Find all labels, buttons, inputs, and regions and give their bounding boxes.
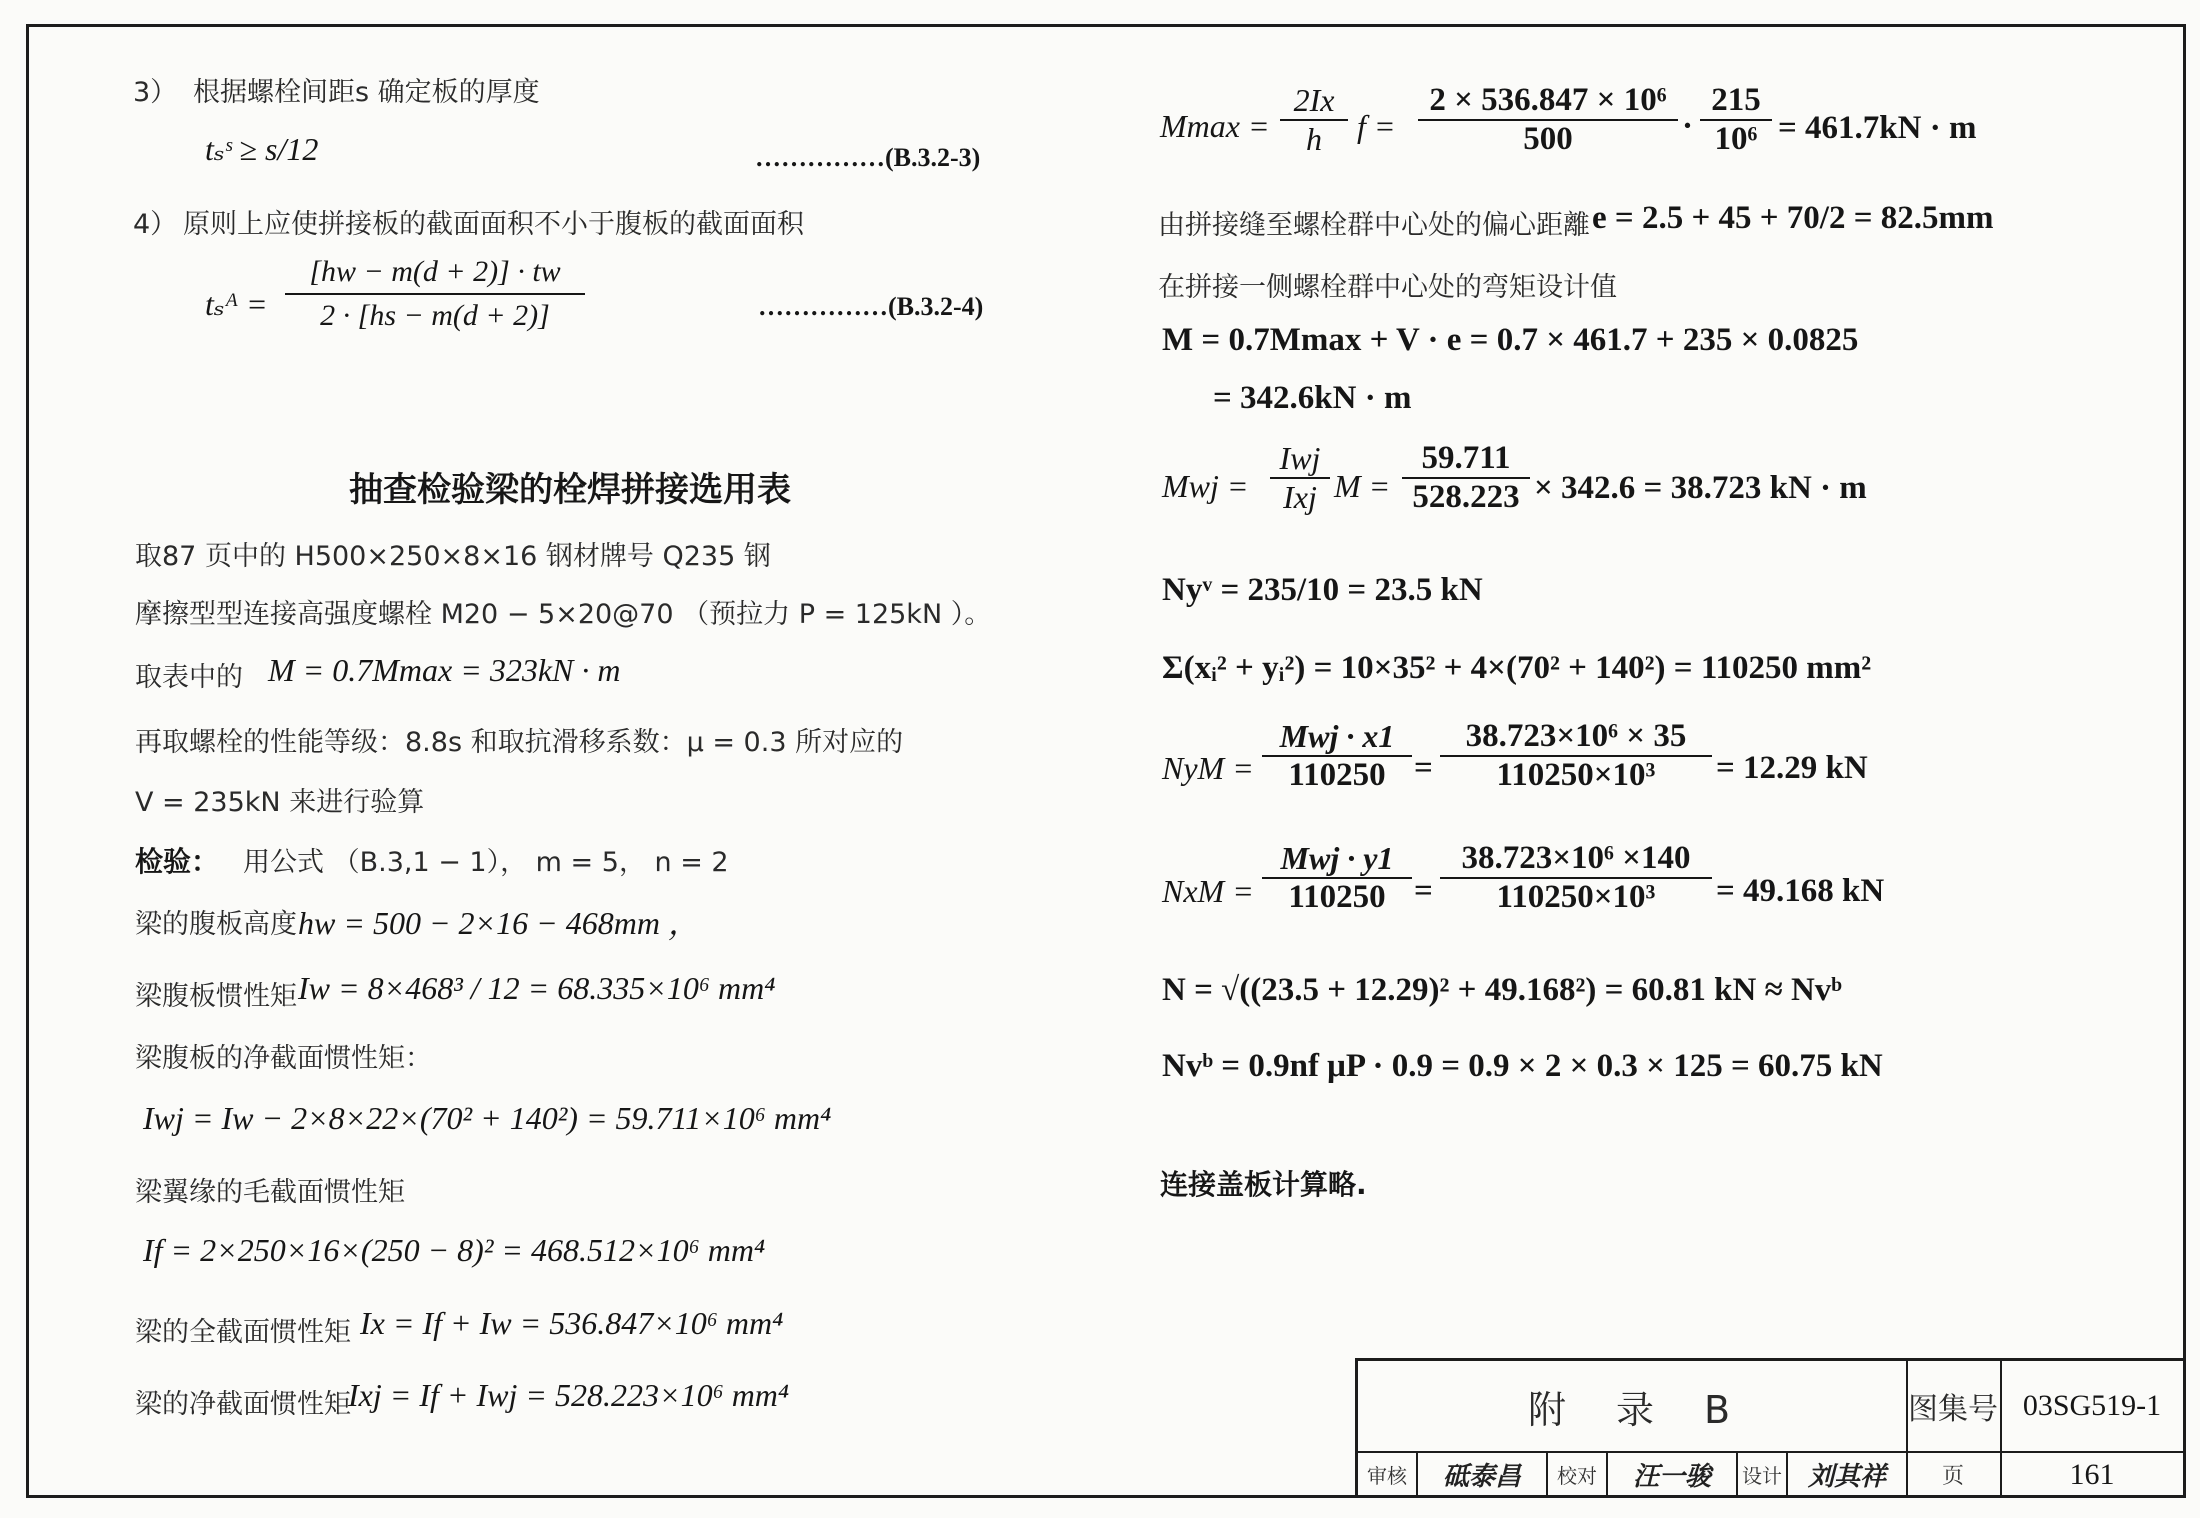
moment-formula: M = 0.7Mmax + V · e = 0.7 × 461.7 + 235 × 0.0825 — [1162, 322, 1859, 358]
mmax-frac3-num: 215 — [1700, 82, 1772, 121]
section-title: 抽查检验梁的栓焊拼接选用表 — [349, 470, 791, 510]
tb-atlas-label-cell — [1906, 1361, 2000, 1451]
tb-page-no: 161 — [2069, 1457, 2115, 1491]
para-12-formula: If = 2×250×16×(250 − 8)² = 468.512×10⁶ mm⁴ — [143, 1232, 766, 1268]
tb-check-label-cell — [1548, 1451, 1608, 1498]
mwj-frac2-den: 528.223 — [1412, 479, 1520, 515]
moment-design-text: 在拼接一侧螺栓群中心处的弯矩设计值 — [1158, 272, 1617, 303]
para-11-label: 梁翼缘的毛截面惯性矩 — [135, 1177, 405, 1208]
para-14-label: 梁的净截面惯性矩 — [135, 1389, 351, 1420]
tb-atlas-no: 03SG519-1 — [2022, 1389, 2162, 1422]
nym-result: = 12.29 kN — [1716, 750, 1868, 786]
eccentricity-text: 由拼接缝至螺栓群中心处的偏心距離 — [1158, 210, 1590, 241]
mmax-frac1 — [1280, 82, 1348, 158]
tb-review-signature: 砥泰昌 — [1442, 1462, 1521, 1492]
mmax-frac1-num: 2Ix — [1280, 82, 1348, 121]
mmax-frac1-den: h — [1306, 121, 1322, 157]
para-7-formula: hw = 500 − 2×16 − 468mm ， — [298, 905, 700, 941]
mmax-result: = 461.7kN · m — [1778, 110, 1977, 146]
formula-b324-num: [hw − m(d + 2)] · tw — [285, 255, 585, 295]
mmax-frac3-den: 10⁶ — [1714, 121, 1758, 157]
item-4-num: 4） — [133, 209, 178, 240]
mwj-mid: M = — [1334, 468, 1391, 504]
tb-check-sig-cell — [1608, 1451, 1738, 1498]
para-6-text: 用公式 （B.3,1 − 1）， m = 5， n = 2 — [243, 847, 729, 878]
tb-atlas-label: 图集号 — [1908, 1392, 1998, 1427]
para-13-label: 梁的全截面惯性矩 — [135, 1317, 351, 1348]
tb-review-sig-cell — [1418, 1451, 1548, 1498]
mwj-frac1-num: Iwj — [1270, 440, 1330, 479]
para-5: V = 235kN 来进行验算 — [135, 787, 425, 818]
title-block — [1355, 1358, 2184, 1498]
formula-b323: tₛˢ ≥ s/12 — [205, 131, 319, 167]
para-4: 再取螺栓的性能等级：8.8s 和取抗滑移系数：μ = 0.3 所对应的 — [135, 727, 904, 758]
nxm-frac2-den: 110250×10³ — [1496, 879, 1656, 915]
para-6-label: 检验： — [135, 845, 220, 878]
formula-b324-fraction — [285, 255, 585, 333]
mmax-mid: f = — [1357, 108, 1396, 144]
mwj-frac2-num: 59.711 — [1402, 440, 1530, 479]
tb-design-label-cell — [1738, 1451, 1788, 1498]
nxm-frac1-num: Mwj · y1 — [1262, 840, 1412, 879]
nxm-frac2-num: 38.723×10⁶ ×140 — [1440, 840, 1712, 879]
formula-b324-lhs: tₛᴬ = — [205, 286, 268, 322]
mmax-frac3 — [1700, 82, 1772, 158]
nym-frac1 — [1262, 718, 1412, 794]
nym-frac1-num: Mwj · x1 — [1262, 718, 1412, 757]
para-2: 摩擦型型连接高强度螺栓 M20 − 5×20@70 （预拉力 P = 125kN ）。 — [135, 599, 992, 630]
nym-frac1-den: 110250 — [1288, 757, 1386, 793]
item-4-text: 原则上应使拼接板的截面面积不小于腹板的截面面积 — [183, 209, 804, 240]
moment-result: = 342.6kN · m — [1213, 380, 1412, 416]
para-13-formula: Ix = If + Iw = 536.847×10⁶ mm⁴ — [360, 1305, 784, 1341]
mmax-dot: · — [1682, 108, 1694, 144]
nym-frac2 — [1440, 718, 1712, 794]
tb-review-label: 审核 — [1367, 1464, 1407, 1488]
nym-eq: = — [1414, 750, 1433, 786]
nym-frac2-num: 38.723×10⁶ × 35 — [1440, 718, 1712, 757]
tb-page-label: 页 — [1941, 1464, 1964, 1489]
nxm-frac2 — [1440, 840, 1712, 916]
tb-section-cell — [1358, 1361, 1906, 1451]
para-7-label: 梁的腹板高度 — [135, 909, 297, 940]
ref-b323: ……………(B.3.2-3) — [755, 143, 981, 172]
para-3-formula: M = 0.7Mmax = 323kN · m — [268, 652, 621, 688]
mwj-frac1-den: Ixj — [1283, 479, 1317, 515]
nxm-frac1 — [1262, 840, 1412, 916]
para-10-formula: Iwj = Iw − 2×8×22×(70² + 140²) = 59.711×10⁶ mm⁴ — [143, 1100, 832, 1136]
tb-section: 附 录 B — [1527, 1387, 1737, 1432]
tb-page-no-cell — [2000, 1451, 2184, 1498]
cover-plate-note: 连接盖板计算略. — [1160, 1168, 1367, 1201]
tb-design-sig-cell — [1788, 1451, 1906, 1498]
para-9-label: 梁腹板的净截面惯性矩： — [135, 1043, 432, 1074]
para-8-label: 梁腹板惯性矩 — [135, 981, 297, 1012]
mmax-lhs: Mmax = — [1160, 108, 1270, 144]
n-resultant-formula: N = √((23.5 + 12.29)² + 49.168²) = 60.81 kN ≈ Nvᵇ — [1162, 972, 1842, 1008]
mwj-frac1 — [1270, 440, 1330, 516]
nxm-frac1-den: 110250 — [1288, 879, 1386, 915]
tb-design-label: 设计 — [1742, 1464, 1782, 1488]
tb-review-label-cell — [1358, 1451, 1418, 1498]
tb-design-signature: 刘其祥 — [1807, 1462, 1886, 1492]
para-3-label: 取表中的 — [135, 662, 243, 693]
nym-lhs: NyM = — [1162, 750, 1254, 786]
nxm-eq: = — [1414, 873, 1433, 909]
formula-b324-den: 2 · [hs − m(d + 2)] — [320, 299, 550, 332]
sum-xy-formula: Σ(xᵢ² + yᵢ²) = 10×35² + 4×(70² + 140²) = 110250 mm² — [1162, 650, 1872, 686]
nvb-formula: Nvᵇ = 0.9nf μP · 0.9 = 0.9 × 2 × 0.3 × 125 = 60.75 kN — [1162, 1048, 1883, 1084]
para-14-formula: Ixj = If + Iwj = 528.223×10⁶ mm⁴ — [348, 1377, 790, 1413]
nym-frac2-den: 110250×10³ — [1496, 757, 1656, 793]
item-3-num: 3） — [133, 77, 178, 108]
tb-check-signature: 汪一骏 — [1632, 1462, 1711, 1492]
eccentricity-formula: e = 2.5 + 45 + 70/2 = 82.5mm — [1592, 200, 1994, 236]
mwj-lhs: Mwj = — [1162, 468, 1249, 504]
nyv-formula: Nyᵛ = 235/10 = 23.5 kN — [1162, 572, 1483, 608]
mwj-result: × 342.6 = 38.723 kN · m — [1534, 470, 1867, 506]
tb-atlas-no-cell — [2000, 1361, 2184, 1451]
mmax-frac2-num: 2 × 536.847 × 10⁶ — [1418, 82, 1678, 121]
tb-page-label-cell — [1906, 1451, 2000, 1498]
mmax-frac2-den: 500 — [1523, 121, 1573, 157]
tb-check-label: 校对 — [1557, 1464, 1597, 1488]
mwj-frac2 — [1402, 440, 1530, 516]
nxm-lhs: NxM = — [1162, 873, 1254, 909]
item-3-text: 根据螺栓间距s 确定板的厚度 — [193, 77, 540, 108]
para-1: 取87 页中的 H500×250×8×16 钢材牌号 Q235 钢 — [135, 541, 771, 572]
ref-b324: ……………(B.3.2-4) — [758, 292, 984, 321]
nxm-result: = 49.168 kN — [1716, 873, 1885, 909]
para-8-formula: Iw = 8×468³ / 12 = 68.335×10⁶ mm⁴ — [298, 970, 776, 1006]
mmax-frac2 — [1418, 82, 1678, 158]
